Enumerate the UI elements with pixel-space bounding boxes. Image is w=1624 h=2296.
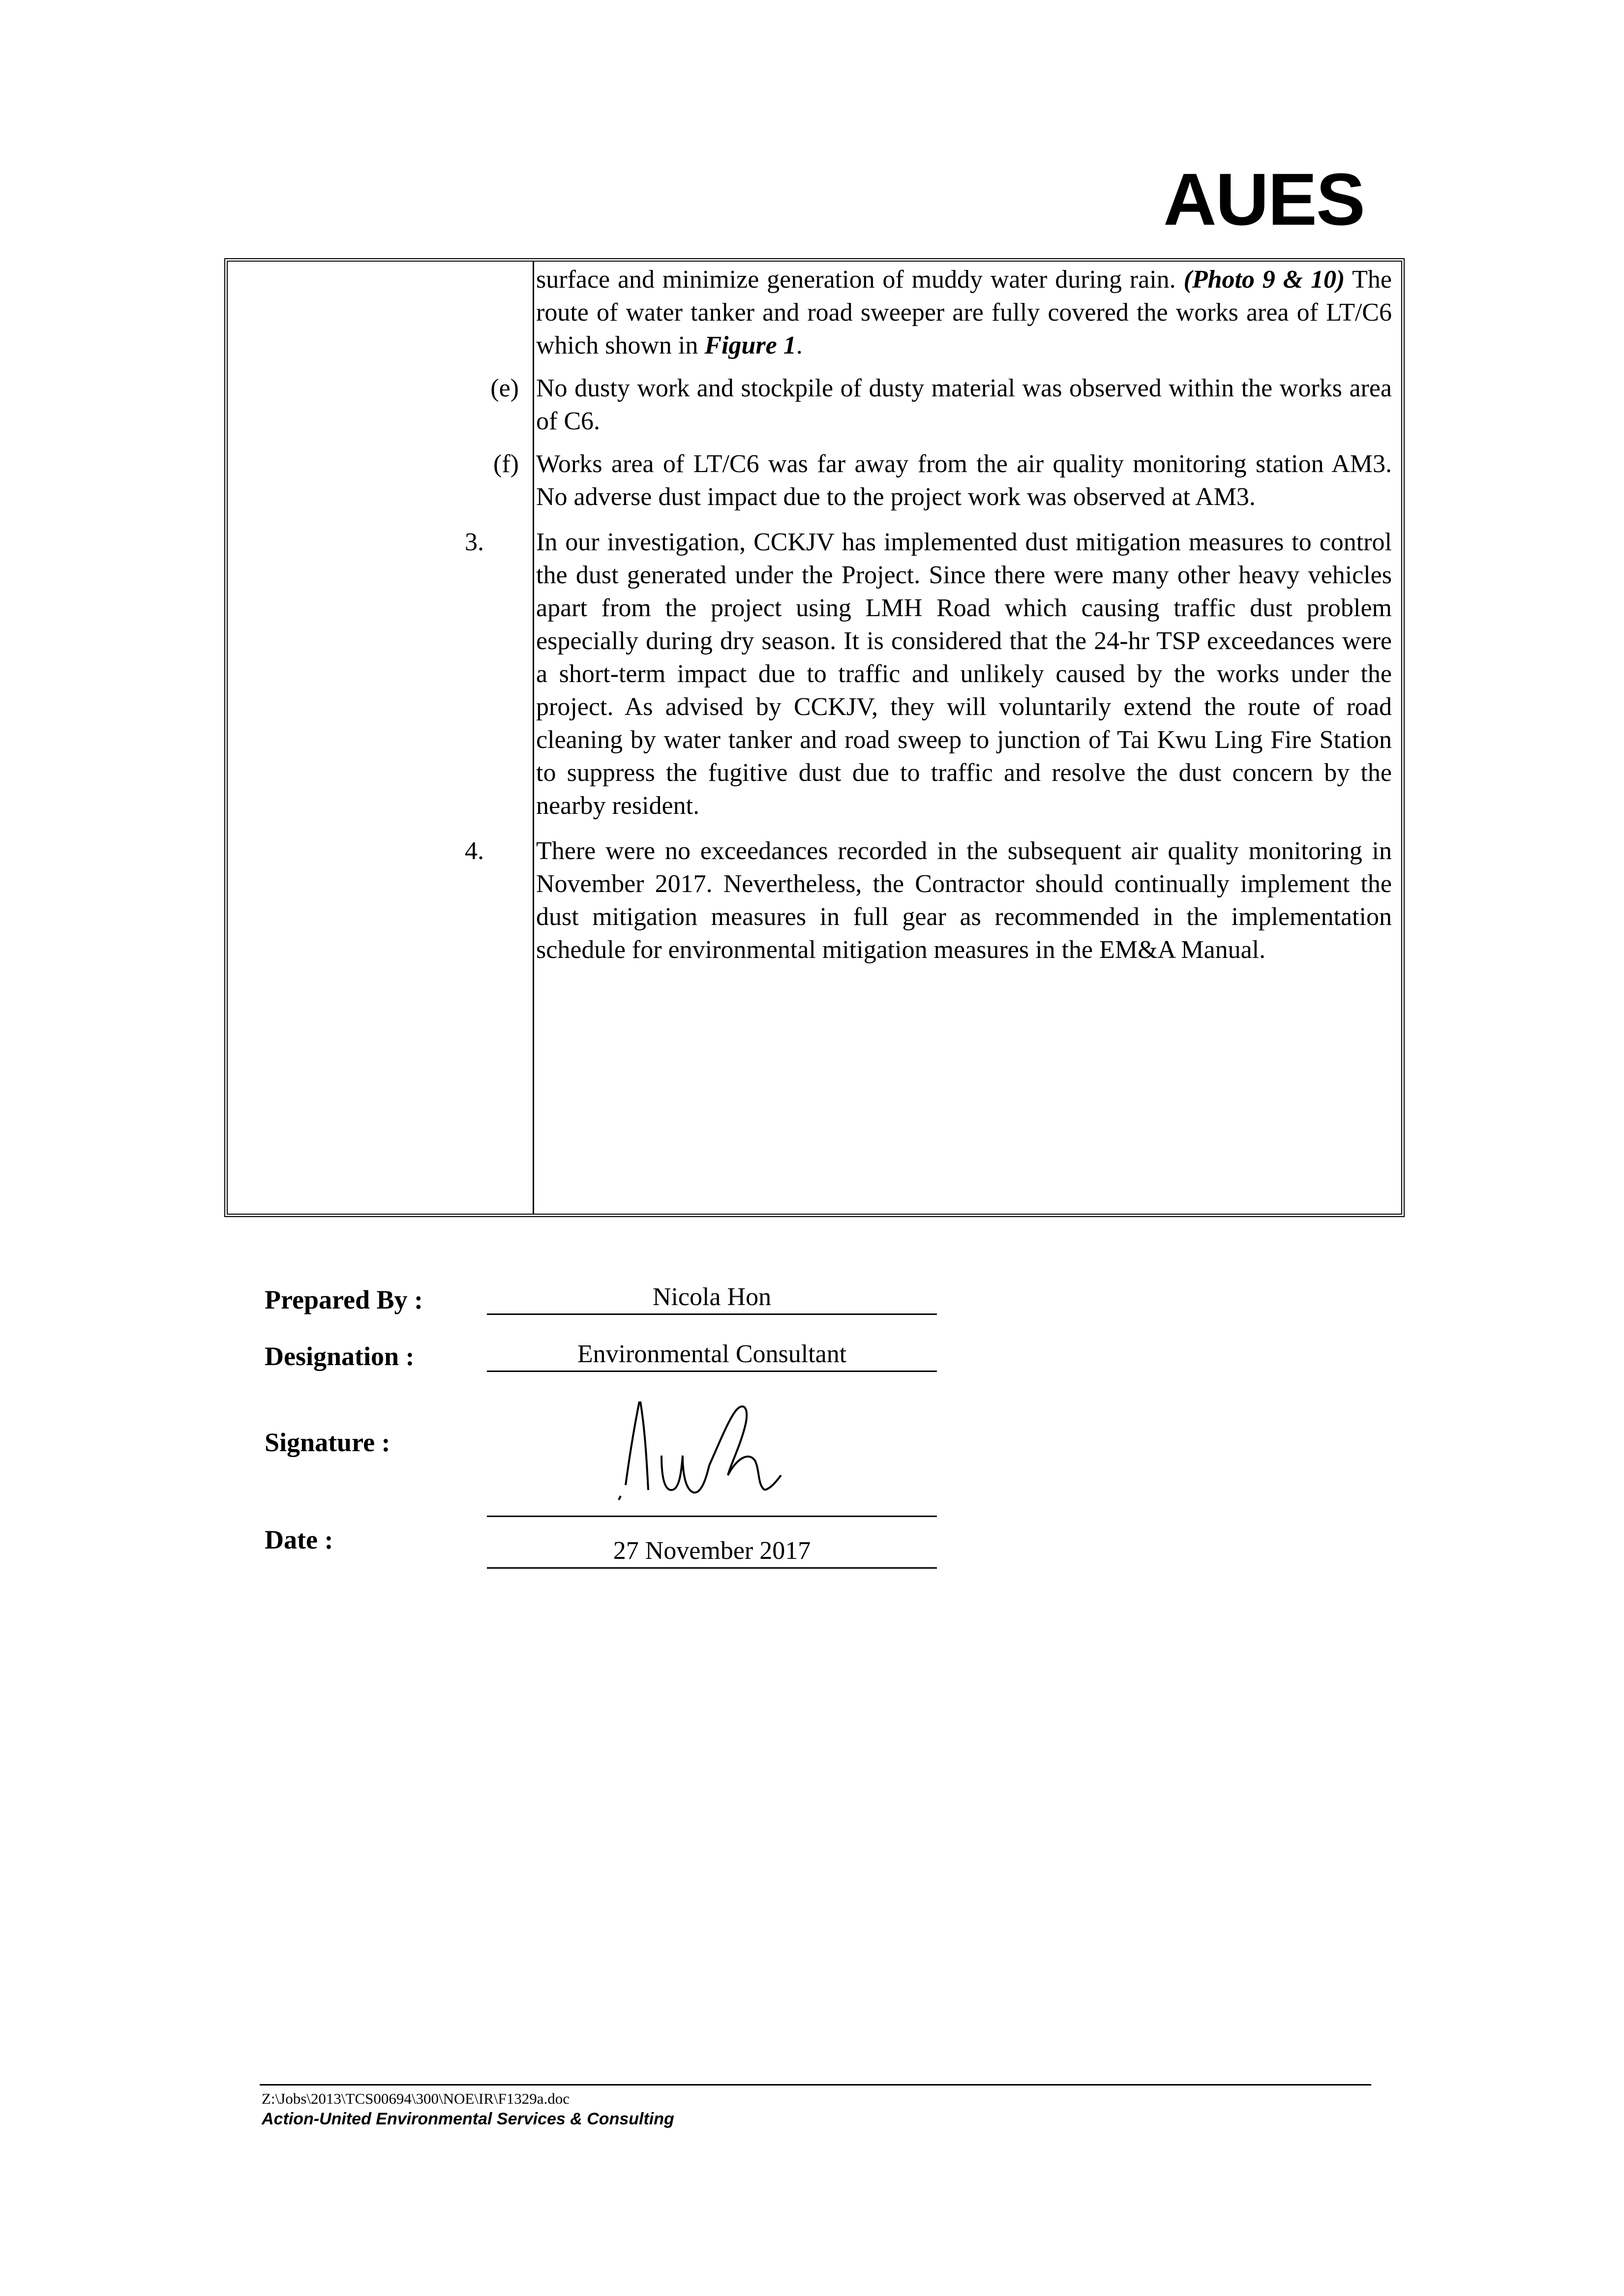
signature-label: Signature : [265, 1428, 391, 1457]
item-3-text: In our investigation, CCKJV has implemented dust mitigation measures to control the dust generated under the Project. Since there were many other heavy vehicles apart from the project using LMH Road which causing traffic dust problem especially during dry season. It is considered that the 24-hr TSP exceedances were a short-term impact due to traffic and unlikely caused by the works under the project. As advised by CCKJV, they will voluntarily extend the route of road cleaning by water tanker and road sweep to junction of Tai Kwu Ling Fire Station to suppress the fugitive dust due to traffic and resolve the dust concern by the nearby resident. [536, 528, 1392, 820]
item-e-text: No dusty work and stockpile of dusty material was observed within the works area of C6. [536, 374, 1392, 435]
designation-label: Designation : [265, 1342, 415, 1371]
date-label: Date : [265, 1525, 333, 1554]
item-4 [465, 835, 1392, 966]
item-e-marker: (e) [490, 374, 519, 402]
footer-company: Action-United Environmental Services & Consulting [262, 2110, 674, 2128]
item-4-marker: 4. [465, 837, 484, 865]
p1-text-b: The route of water tanker and road sweeper are fully covered the works area of LT/C6 which shown in [536, 266, 1392, 359]
signature-line [487, 1516, 937, 1517]
photo-reference: (Photo 9 & 10) [1183, 266, 1345, 294]
item-3-marker: 3. [465, 528, 484, 556]
prepared-by-value: Nicola Hon [487, 1282, 937, 1315]
p1-text-end: . [796, 331, 803, 359]
date-value: 27 November 2017 [487, 1536, 937, 1569]
item-4-text: There were no exceedances recorded in the subsequent air quality monitoring in November 2017. Nevertheless, the Contractor should continually implement the dust mitigation measures in full gear as recommended in the implementation schedule for environmental mitigation measures in the EM&A Manual. [536, 837, 1392, 964]
prepared-by-label: Prepared By : [265, 1285, 423, 1314]
item-e [490, 372, 1392, 438]
designation-value: Environmental Consultant [487, 1340, 937, 1372]
item-f-marker: (f) [493, 450, 519, 478]
footer-rule [260, 2084, 1371, 2086]
p1-text-a: surface and minimize generation of muddy water during rain. [536, 266, 1176, 294]
aues-logo: AUES [1163, 158, 1364, 240]
item-3 [465, 526, 1392, 822]
table-content-cell [465, 263, 1392, 966]
item-f-text: Works area of LT/C6 was far away from the air quality monitoring station AM3. No adverse dust impact due to the project work was observed at AM3. [536, 450, 1392, 511]
footer-file-path: Z:\Jobs\2013\TCS00694\300\NOE\IR\F1329a.doc [262, 2090, 570, 2107]
paragraph-d-continuation [536, 263, 1392, 362]
figure-reference: Figure 1 [704, 331, 796, 359]
handwritten-signature [595, 1392, 821, 1505]
item-f [493, 447, 1392, 513]
